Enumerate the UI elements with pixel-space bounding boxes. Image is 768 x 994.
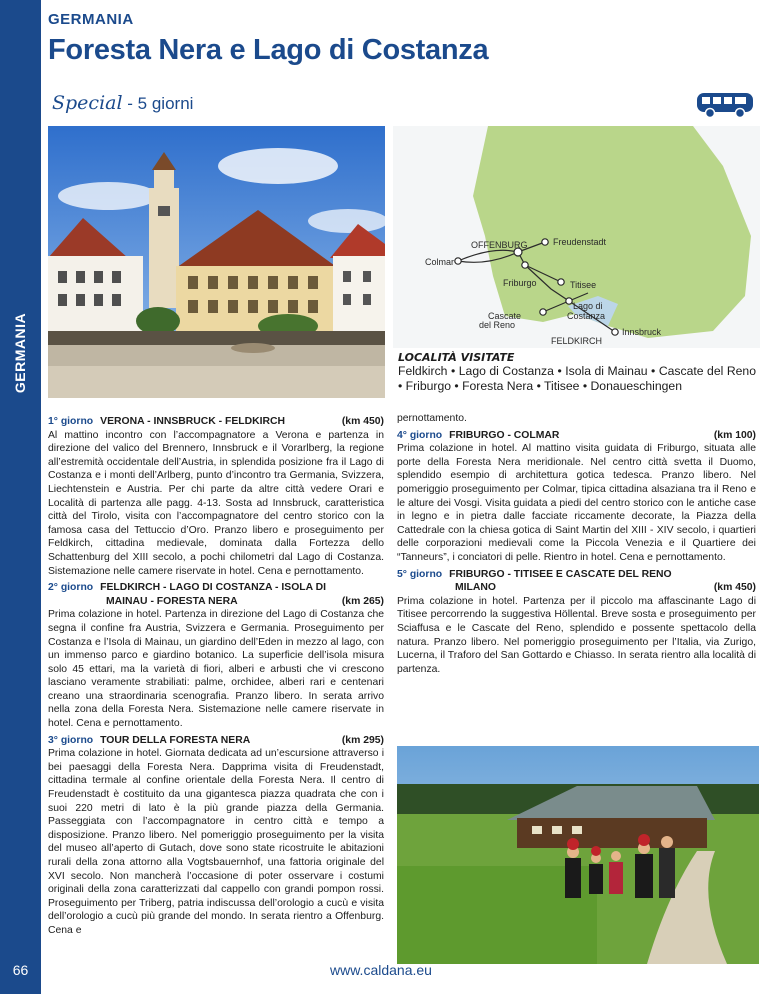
itinerary-column-left	[48, 412, 384, 938]
page-number: 66	[12, 962, 29, 978]
day-title-line2: MAINAU - FORESTA NERA (km 265)	[106, 595, 384, 607]
day-label: 5° giorno	[397, 568, 443, 580]
black-forest-photo	[397, 746, 759, 964]
day-title: FELDKIRCH - LAGO DI COSTANZA - ISOLA DI	[100, 582, 327, 594]
map-label-cascate: Cascate	[488, 311, 522, 321]
day-text: Prima colazione in hotel. Partenza in direzione del Lago di Costanza che segna il confine fra Austria, Svizzera e Germania. Proseguimento per Costanza e l’Isola di Mainau, un giardino dell’Eden in mezzo al lago, con un immenso parco e giardino botanico. La superficie dell’isola misura solo 45 ettari, ma la varietà di fiori, alberi e arbusti che vi crescono lasciano veramente strabiliati: palme, orchidee, alberi rari e centenari creano una straordinaria scenografia. Pranzo libero. In serata arrivo nella zona della Foresta Nera. Sistemazione nelle camere riservate in hotel. Cena e pernottamento.	[48, 609, 384, 730]
day-title: TOUR DELLA FORESTA NERA	[100, 734, 251, 746]
itinerary-column-right	[397, 412, 756, 676]
day-header	[397, 568, 756, 582]
day-km: (km 295)	[341, 734, 384, 746]
sidebar	[0, 0, 41, 994]
day-text: Al mattino incontro con l’accompagnatore a Verona e partenza in direzione del valico del Brennero, Innsbruck e il Vorarlberg, la regione all’estremità occidentale dell’Austria, in splendida posizione fra il Lago di Costanza e i monti dell’Arlberg, punto d’incontro tra Germania, Svizzera, Liechtenstein e Austria. Per chi parte da altre città vedere Orari e Località di partenza alle pagg. 4-13. Sosta ad Innsbruck, caratteristica città del Tirolo, visita con l’accompagnatore del centro storico con la famosa casa del Tettuccio d’Oro. Pranzo libero e proseguimento per Feldkirch, cittadina medievale, dominata dalla Fortezza dello Schattenburg del XIII secolo, a pochi chilometri dal Lago di Costanza. Sistemazione nelle camere riservate in hotel. Cena e pernottamento.	[48, 429, 384, 577]
day-km: (km 450)	[341, 416, 384, 427]
day-km: (km 100)	[713, 429, 756, 441]
day-title-line2: MILANO (km 450)	[455, 582, 756, 594]
day-text: Prima colazione in hotel. Giornata dedicata ad un’escursione attraverso i bei paesaggi della Foresta Nera. Dapprima visita di Freudenstadt, cittadina termale al confine orientale della Foresta Nera. Il centro di Freudenstadt è costituito da una gigantesca piazza quadrata che con i suoi 220 metri di lato è la più grande piazza della Germania. Passeggiata con l’accompagnatore in centro città e tempo a disposizione. Pranzo libero. Nel pomeriggio proseguimento per la visita del museo all’aperto di Gutach, dove sono state ricostruite le abitazioni rurali della zona attorno alla Vogtsbauernhof, una fattoria originale del XVI secolo. Non mancherà l’occasione di poter osservare i costumi originali della zona caratterizzati dal cappello con grandi pompon rossi. Proseguimento per Triberg, patria indiscussa dell’orologio a cucù e visita dell’orologio a cucù più grande del mondo. In serata rientro a Offenburg. Cena e	[48, 748, 384, 936]
map-label-colmar: Colmar	[425, 257, 455, 267]
page-title: Foresta Nera e Lago di Costanza	[48, 34, 489, 66]
sidebar-label: GERMANIA	[12, 312, 29, 394]
day-km: (km 265)	[341, 595, 384, 607]
map-label-del-reno: del Reno	[479, 320, 516, 330]
visited-places	[398, 351, 756, 394]
route-map	[393, 126, 760, 348]
day-header	[48, 415, 384, 429]
map-label-feldkirch: FELDKIRCH	[551, 336, 603, 346]
day-text: Prima colazione in hotel. Partenza per il piccolo ma affascinante Lago di Titisee percorrendo la suggestiva Höllental. Breve sosta e proseguimento per Sciaffusa e le Cascate del Reno, splendido e possente spettacolo della natura. Pranzo libero. Nel pomeriggio proseguimento per l’Italia, via Zurigo, Lucerna, il Traforo del San Gottardo e Chiasso. In serata rientro alla località di partenza.	[397, 595, 756, 675]
map-label-costanza: Costanza	[567, 311, 606, 321]
visited-heading: LOCALITÀ VISITATE	[398, 351, 515, 364]
map-label-offenburg: OFFENBURG	[471, 240, 528, 250]
day-label: 1° giorno	[48, 416, 94, 427]
day-text-continued: pernottamento.	[397, 413, 467, 424]
country-heading: GERMANIA	[48, 11, 134, 28]
day-header	[48, 734, 384, 748]
day-title: FRIBURGO - TITISEE E CASCATE DEL RENO	[449, 568, 672, 580]
day-text: Prima colazione in hotel. Al mattino visita guidata di Friburgo, situata alle porte della Foresta Nera meridionale. Nel centro città svetta il Duomo, splendido esempio di architettura gotica tedesca. Pranzo libero. Nel pomeriggio proseguimento per Colmar, tipica cittadina alsaziana tra il Reno e le alture dei Vosgi. Visita guidata a piedi del centro storico con le antiche case in legno e in pietra dalle facciate riccamente decorate, la Piazza della Cattedrale con la chiesa gotica di Saint Martin del XIII - XIV secolo, i quartieri delle corporazioni medievali come la Piccola Venezia e il Quartiere dei “Tanneurs”, i conciatori di pelle. Rientro in hotel. Cena e pernottamento.	[397, 443, 756, 563]
day-label: 3° giorno	[48, 734, 94, 746]
day-header	[48, 581, 384, 595]
day-title: FRIBURGO - COLMAR	[449, 429, 560, 441]
day-km: (km 450)	[713, 582, 756, 594]
map-label-innsbruck: Innsbruck	[622, 327, 662, 337]
subtitle	[52, 92, 193, 114]
map-label-titisee: Titisee	[570, 280, 597, 290]
day-header	[397, 429, 756, 443]
day-title: VERONA - INNSBRUCK - FELDKIRCH	[100, 416, 286, 427]
day-label: 4° giorno	[397, 429, 443, 441]
special-label: Special	[52, 92, 123, 114]
map-label-lago: Lago di	[573, 301, 603, 311]
freudenstadt-photo	[48, 126, 385, 398]
duration-label: - 5 giorni	[127, 94, 194, 113]
bus-icon	[694, 90, 758, 120]
visited-list: Feldkirch • Lago di Costanza • Isola di Mainau • Cascate del Reno • Friburgo • Foresta Nera • Titisee • Donaueschingen	[398, 364, 756, 393]
map-label-friburgo: Friburgo	[503, 278, 537, 288]
website-url[interactable]: www.caldana.eu	[330, 962, 432, 978]
map-label-freudenstadt: Freudenstadt	[553, 237, 607, 247]
day-label: 2° giorno	[48, 582, 94, 594]
